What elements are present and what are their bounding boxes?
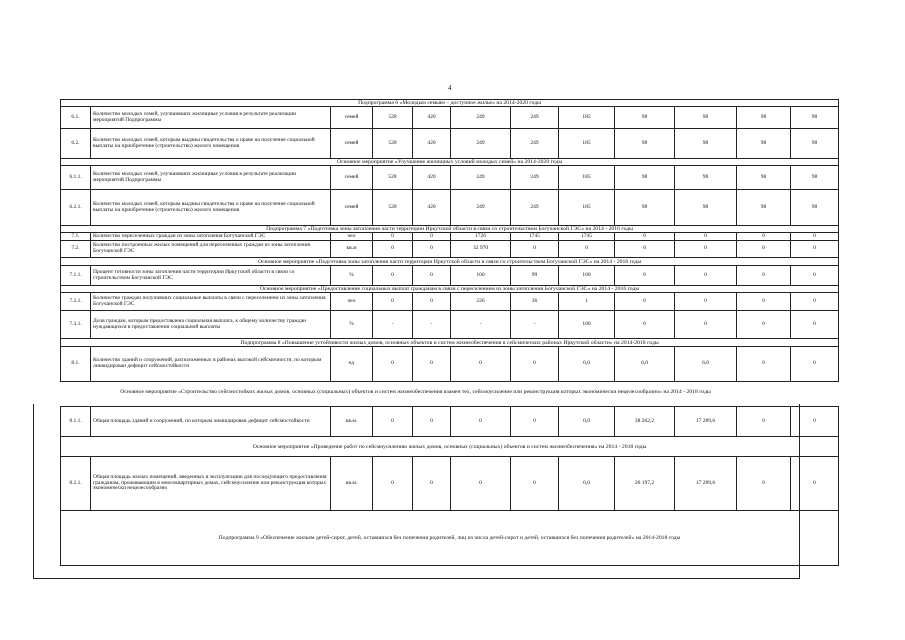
table-row: [61, 293, 839, 311]
indicator-name: Количество переселенных граждан из зоны затопления Богучанской ГЭС: [91, 233, 331, 241]
row-number: 8.2.1.: [61, 457, 91, 511]
value-cell: 185: [559, 129, 615, 159]
value-cell: 0: [511, 407, 559, 437]
indicator-name: Количество зданий и сооружений, расположенных в районах высокой сейсмичности, по которым ликвидирован дефицит сейсмостойкости: [91, 347, 331, 382]
value-cell: 98: [737, 107, 791, 129]
value-cell: 0: [373, 347, 413, 382]
section-header-row: [61, 339, 839, 347]
section-header-row: [61, 258, 839, 266]
value-cell: 0: [615, 266, 675, 286]
table-row: [61, 166, 839, 190]
row-number: 6.2.1.: [61, 190, 91, 226]
value-cell: 0: [737, 293, 791, 311]
section-title: Основное мероприятие «Подготовка зоны затопления части территории Иркутской области в связи со строительством Богучанской ГЭС» на 2014 - 2016 годы: [61, 258, 839, 266]
value-cell: 6,0: [675, 347, 737, 382]
value-cell: 0: [451, 457, 511, 511]
value-cell: 0: [373, 293, 413, 311]
unit-cell: семей: [331, 129, 373, 159]
value-cell: 0: [451, 347, 511, 382]
value-cell: 0: [791, 347, 839, 382]
value-cell: 0,0: [559, 347, 615, 382]
value-cell: 0: [373, 241, 413, 258]
value-cell: 6,0: [615, 347, 675, 382]
value-cell: 0: [675, 311, 737, 339]
value-cell: 0: [511, 241, 559, 258]
value-cell: 0: [559, 241, 615, 258]
value-cell: 0: [413, 233, 451, 241]
value-cell: 249: [511, 166, 559, 190]
value-cell: 0: [373, 457, 413, 511]
value-cell: 0: [511, 457, 559, 511]
value-cell: 1745: [511, 233, 559, 241]
table-row: [61, 241, 839, 258]
value-cell: 98: [675, 190, 737, 226]
value-cell: 420: [413, 107, 451, 129]
value-cell: -: [511, 311, 559, 339]
unit-cell: %: [331, 311, 373, 339]
value-cell: 249: [511, 129, 559, 159]
value-cell: 1726: [451, 233, 511, 241]
indicator-name: Количество граждан получивших социальные выплаты в связи с переселением из зоны затопления Богучанской ГЭС: [91, 293, 331, 311]
value-cell: 0: [373, 407, 413, 437]
indicator-name: Количество молодых семей, улучшивших жилищные условия в результате реализации мероприятий Подпрограммы: [91, 107, 331, 129]
value-cell: 0: [737, 407, 791, 437]
value-cell: 249: [451, 129, 511, 159]
value-cell: 98: [737, 166, 791, 190]
value-cell: 0: [413, 293, 451, 311]
value-cell: 98: [737, 129, 791, 159]
value-cell: 249: [511, 190, 559, 226]
unit-cell: кв.м.: [331, 457, 373, 511]
value-cell: 0: [737, 233, 791, 241]
value-cell: 36: [511, 293, 559, 311]
indicator-name: Общая площадь зданий и сооружений, по которым ликвидирован дефицит сейсмостойкости: [91, 407, 331, 437]
value-cell: 98: [615, 166, 675, 190]
table-row: [61, 266, 839, 286]
value-cell: 185: [559, 107, 615, 129]
section-header-row: [61, 100, 839, 107]
unit-cell: кв.м: [331, 241, 373, 258]
value-cell: 38 262,2: [615, 407, 675, 437]
value-cell: 0: [675, 266, 737, 286]
value-cell: 100: [559, 266, 615, 286]
table-row: [61, 107, 839, 129]
value-cell: 100: [451, 266, 511, 286]
value-cell: 0: [791, 407, 839, 437]
row-number: 8.1.1.: [61, 407, 91, 437]
value-cell: 17 289,6: [675, 407, 737, 437]
value-cell: 0: [791, 457, 839, 511]
value-cell: 0: [373, 266, 413, 286]
value-cell: 0: [413, 266, 451, 286]
table-outer-frame: [33, 404, 800, 579]
section-title: Основное мероприятие «Улучшение жилищных условий молодых семей» на 2014-2020 годы: [61, 159, 839, 166]
value-cell: 98: [615, 107, 675, 129]
value-cell: 98: [737, 190, 791, 226]
value-cell: 0: [737, 457, 791, 511]
unit-cell: ед: [331, 347, 373, 382]
row-number: 7.2.: [61, 241, 91, 258]
indicator-name: Количество молодых семей, улучшивших жилищные условия в результате реализации мероприятий Подпрограммы: [91, 166, 331, 190]
section-title: Основное мероприятие «Предоставление социальных выплат гражданам в связи с переселением из зоны затопления Богучанской ГЭС» на 2014 - 2016 годы: [61, 286, 839, 293]
value-cell: 32 970: [451, 241, 511, 258]
table-row: [61, 129, 839, 159]
value-cell: 0: [791, 311, 839, 339]
unit-cell: кв.м.: [331, 407, 373, 437]
row-number: 8.1.: [61, 347, 91, 382]
indicator-name: Общая площадь жилых помещений, введенных в эксплуатацию для последующего предоставления гражданам, проживающим в многоквартирных домах, сейсмоусиление или реконструкция которых экономически нецелесообразно: [91, 457, 331, 511]
section-header-row: [61, 159, 839, 166]
unit-cell: семей: [331, 190, 373, 226]
indicator-name: Количество построенных жилых помещений для переселенных граждан из зоны затопления Богучанской ГЭС: [91, 241, 331, 258]
value-cell: 98: [615, 129, 675, 159]
value-cell: 249: [451, 107, 511, 129]
value-cell: 528: [373, 190, 413, 226]
value-cell: 0: [615, 293, 675, 311]
wide-section-row: [61, 382, 839, 407]
page-number: 4: [448, 84, 452, 92]
section-title: Подпрограмма 7 «Подготовка зоны затопления части территории Иркутской области в связи со строительством Богучанской ГЭС» на 2014 - 2016 годы: [61, 226, 839, 233]
section-title: [61, 382, 839, 407]
value-cell: 0: [413, 241, 451, 258]
unit-cell: чел: [331, 293, 373, 311]
value-cell: 0: [737, 347, 791, 382]
value-cell: 98: [791, 107, 839, 129]
unit-cell: семей: [331, 166, 373, 190]
section-title: Подпрограмма 9 «Обеспечение жильем детей-сирот, детей, оставшихся без попечения родителей, лиц из числа детей-сирот и детей, оставшихся без попечения родителей» на 2014-2018 годы: [61, 511, 839, 566]
row-number: 7.1.: [61, 233, 91, 241]
value-cell: 0,0: [559, 407, 615, 437]
value-cell: 0: [675, 241, 737, 258]
value-cell: 0: [791, 233, 839, 241]
value-cell: 420: [413, 190, 451, 226]
value-cell: 0: [413, 457, 451, 511]
value-cell: 1: [559, 293, 615, 311]
value-cell: 249: [511, 107, 559, 129]
value-cell: 249: [451, 190, 511, 226]
value-cell: 0: [511, 347, 559, 382]
value-cell: 0: [737, 311, 791, 339]
value-cell: 249: [451, 166, 511, 190]
value-cell: 98: [791, 166, 839, 190]
value-cell: 0: [413, 407, 451, 437]
section-header-row: [61, 286, 839, 293]
indicator-name: Доля граждан, которым предоставлена социальная выплата, к общему количеству граждан нуждающихся в предоставлении социальной выплаты: [91, 311, 331, 339]
value-cell: 99: [511, 266, 559, 286]
value-cell: 0: [675, 293, 737, 311]
unit-cell: чел: [331, 233, 373, 241]
table-row: [61, 190, 839, 226]
row-number: 7.3.1.: [61, 311, 91, 339]
value-cell: 0: [791, 266, 839, 286]
value-cell: 226: [451, 293, 511, 311]
section-title: Основное мероприятие «Проведение работ по сейсмоусилению жилых домов, основных (социальных) объектов и систем жизнеобеспечения» на 2014 - 2018 годы: [61, 437, 839, 457]
value-cell: 0: [675, 233, 737, 241]
value-cell: 185: [559, 190, 615, 226]
value-cell: 17 289,6: [675, 457, 737, 511]
unit-cell: %: [331, 266, 373, 286]
value-cell: 0: [373, 233, 413, 241]
value-cell: -: [413, 311, 451, 339]
value-cell: 98: [675, 166, 737, 190]
value-cell: 1745: [559, 233, 615, 241]
row-number: 6.1.: [61, 107, 91, 129]
value-cell: 0,0: [559, 457, 615, 511]
unit-cell: семей: [331, 107, 373, 129]
value-cell: 98: [675, 107, 737, 129]
value-cell: 100: [559, 311, 615, 339]
value-cell: 98: [791, 129, 839, 159]
section-title: Подпрограмма 8 «Повышение устойчивости жилых домов, основных объектов и систем жизнеобеспечения в сейсмических районах Иркутской области» на 2014-2018 годы: [61, 339, 839, 347]
value-cell: 528: [373, 166, 413, 190]
value-cell: 98: [675, 129, 737, 159]
value-cell: 420: [413, 129, 451, 159]
table-row: [61, 311, 839, 339]
value-cell: 0: [737, 241, 791, 258]
value-cell: 528: [373, 107, 413, 129]
value-cell: 0: [615, 233, 675, 241]
value-cell: 0: [791, 241, 839, 258]
row-number: 6.2.: [61, 129, 91, 159]
indicator-name: Количество молодых семей, которым выданы свидетельства о праве на получение социальной выплаты на приобретение (строительство) жилого помещения: [91, 190, 331, 226]
row-number: 7.2.1.: [61, 293, 91, 311]
value-cell: 185: [559, 166, 615, 190]
value-cell: 0: [615, 241, 675, 258]
section-title: Подпрограмма 6 «Молодым семьям – доступное жилье» на 2014-2020 годы: [61, 100, 839, 107]
value-cell: 0: [451, 407, 511, 437]
value-cell: 0: [737, 266, 791, 286]
row-number: 6.1.1.: [61, 166, 91, 190]
row-number: 7.1.1.: [61, 266, 91, 286]
value-cell: 0: [615, 311, 675, 339]
section-title-text: Основное мероприятие «Строительство сейсмостойких жилых домов, основных (социальных) объектов и систем жизнеобеспечения взамен тех, сейсмоусиление или реконструкция которых экономически нецелесообразно» на 2014 - 2018 годы: [120, 389, 711, 395]
table-row: [61, 233, 839, 241]
indicator-name: Процент готовности зоны затопления части территории Иркутской области в связи со строительством Богучанской ГЭС: [91, 266, 331, 286]
table-row: [61, 347, 839, 382]
value-cell: 0: [791, 293, 839, 311]
value-cell: 420: [413, 166, 451, 190]
value-cell: 528: [373, 129, 413, 159]
value-cell: 98: [615, 190, 675, 226]
value-cell: 98: [791, 190, 839, 226]
indicator-name: Количество молодых семей, которым выданы свидетельства о праве на получение социальной выплаты на приобретение (строительство) жилого помещения: [91, 129, 331, 159]
value-cell: -: [451, 311, 511, 339]
value-cell: 20 197,2: [615, 457, 675, 511]
value-cell: 0: [413, 347, 451, 382]
section-header-row: [61, 226, 839, 233]
value-cell: -: [373, 311, 413, 339]
